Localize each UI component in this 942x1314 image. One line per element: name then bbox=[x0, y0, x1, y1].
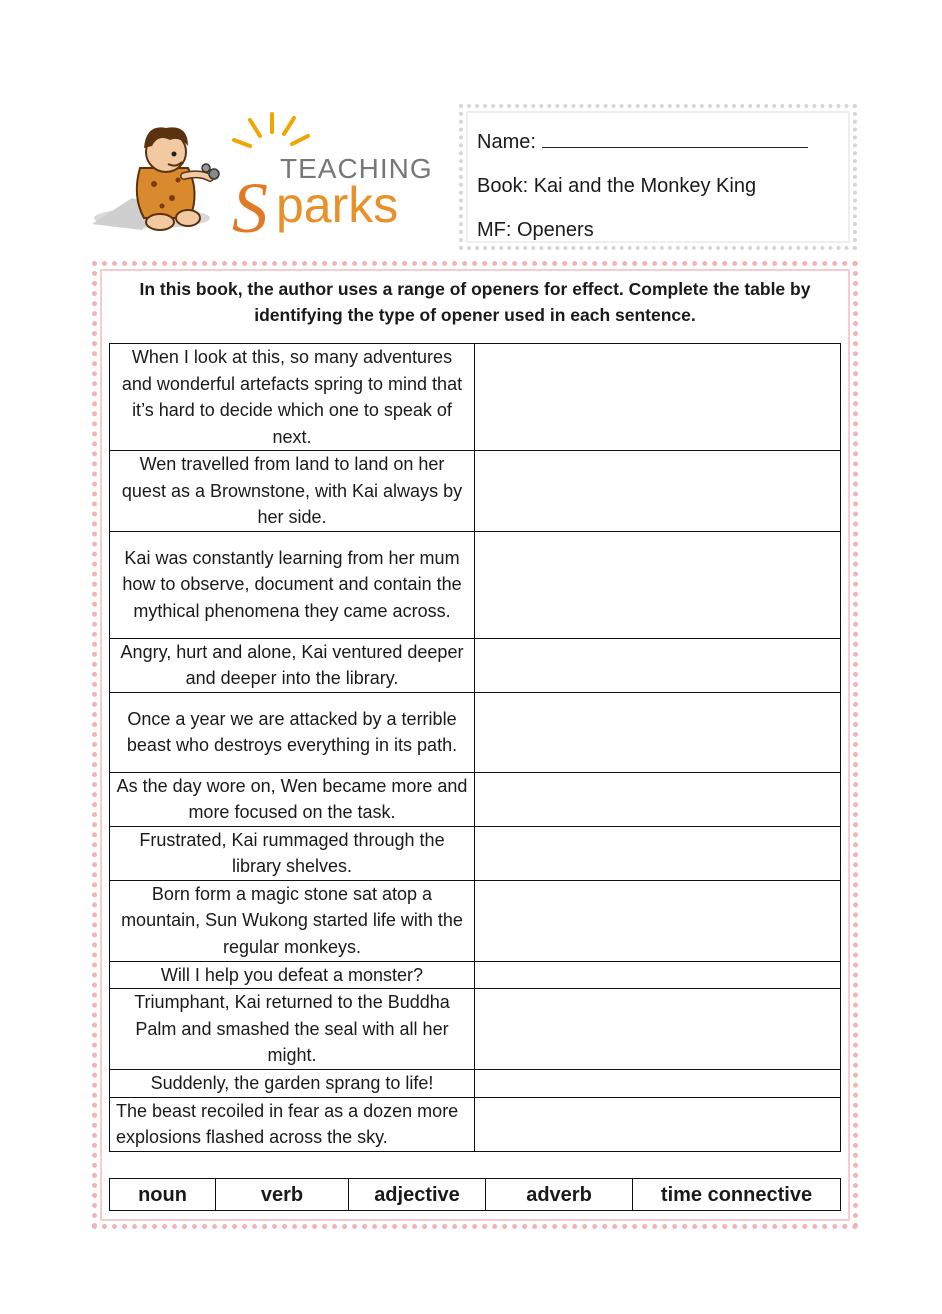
name-blank-field[interactable] bbox=[542, 132, 808, 148]
table-row bbox=[110, 1097, 841, 1151]
answer-cell[interactable] bbox=[475, 826, 841, 880]
sentence-cell: Suddenly, the garden sprang to life! bbox=[110, 1069, 475, 1097]
answer-cell[interactable] bbox=[475, 531, 841, 638]
table-row bbox=[110, 1179, 841, 1211]
instructions: In this book, the author uses a range of openers for effect. Complete the table by identifying the type of opener used in each sentence. bbox=[139, 279, 811, 325]
opener-type-adjective: adjective bbox=[349, 1179, 486, 1211]
answer-cell[interactable] bbox=[475, 451, 841, 532]
opener-type-time-connective: time connective bbox=[633, 1179, 841, 1211]
brand-bottom-text: S bbox=[232, 168, 268, 246]
table-row bbox=[110, 638, 841, 692]
answer-cell[interactable] bbox=[475, 880, 841, 961]
sentence-cell: When I look at this, so many adventures and wonderful artefacts spring to mind that it’s hard to decide which one to speak of next. bbox=[110, 344, 475, 451]
sentences-table bbox=[109, 343, 841, 1152]
sentence-cell: Triumphant, Kai returned to the Buddha Palm and smashed the seal with all her might. bbox=[110, 989, 475, 1070]
sentence-cell: As the day wore on, Wen became more and more focused on the task. bbox=[110, 772, 475, 826]
sentence-cell: Angry, hurt and alone, Kai ventured deeper and deeper into the library. bbox=[110, 638, 475, 692]
answer-cell[interactable] bbox=[475, 344, 841, 451]
answer-cell[interactable] bbox=[475, 692, 841, 772]
table-row bbox=[110, 880, 841, 961]
name-line bbox=[477, 120, 853, 164]
answer-cell[interactable] bbox=[475, 1069, 841, 1097]
table-row bbox=[110, 826, 841, 880]
answer-cell[interactable] bbox=[475, 772, 841, 826]
sentence-cell: Once a year we are attacked by a terrible beast who destroys everything in its path. bbox=[110, 692, 475, 772]
sentence-cell: Kai was constantly learning from her mum how to observe, document and contain the mythical phenomena they came across. bbox=[110, 531, 475, 638]
table-row bbox=[110, 531, 841, 638]
mf-line: MF: Openers bbox=[477, 219, 594, 241]
name-label: Name: bbox=[477, 131, 536, 153]
table-row bbox=[110, 451, 841, 532]
table-row bbox=[110, 989, 841, 1070]
table-row bbox=[110, 692, 841, 772]
table-row bbox=[110, 961, 841, 989]
opener-type-adverb: adverb bbox=[486, 1179, 633, 1211]
sentence-cell: Born form a magic stone sat atop a mountain, Sun Wukong started life with the regular monkeys. bbox=[110, 880, 475, 961]
book-line: Book: Kai and the Monkey King bbox=[477, 175, 757, 197]
sentence-cell: Frustrated, Kai rummaged through the library shelves. bbox=[110, 826, 475, 880]
answer-cell[interactable] bbox=[475, 961, 841, 989]
brand-top-text: TEACHING bbox=[280, 153, 433, 184]
table-row bbox=[110, 344, 841, 451]
opener-type-verb: verb bbox=[216, 1179, 349, 1211]
student-info-box bbox=[459, 104, 857, 250]
opener-type-noun: noun bbox=[110, 1179, 216, 1211]
svg-text:parks: parks bbox=[276, 177, 399, 233]
answer-cell[interactable] bbox=[475, 989, 841, 1070]
table-row bbox=[110, 1069, 841, 1097]
answer-cell[interactable] bbox=[475, 1097, 841, 1151]
teaching-sparks-logo bbox=[92, 106, 444, 246]
sentence-cell: Wen travelled from land to land on her quest as a Brownstone, with Kai always by her side. bbox=[110, 451, 475, 532]
table-row bbox=[110, 772, 841, 826]
sentence-cell: Will I help you defeat a monster? bbox=[110, 961, 475, 989]
answer-cell[interactable] bbox=[475, 638, 841, 692]
opener-types-table bbox=[109, 1178, 841, 1211]
sentence-cell: The beast recoiled in fear as a dozen more explosions flashed across the sky. bbox=[110, 1097, 475, 1151]
